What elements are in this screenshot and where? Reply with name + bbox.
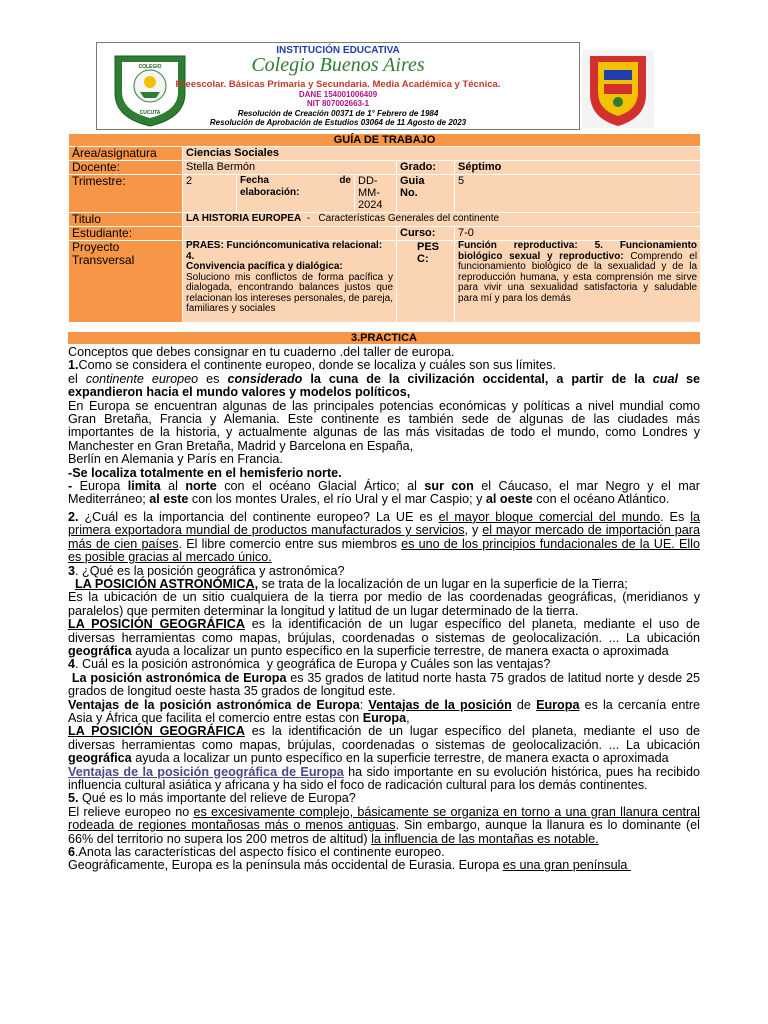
- pesc-label: PES C:: [397, 241, 455, 323]
- dane-code: DANE 154001006409: [298, 90, 378, 99]
- docente-value: Stella Bermón: [183, 161, 397, 175]
- crest-left-bottom-text: CUCUTA: [139, 110, 161, 116]
- estudiante-label: Estudiante:: [69, 227, 183, 241]
- area-label: Área/asignatura: [69, 147, 183, 161]
- practica-heading: 3.PRACTICA: [68, 332, 700, 344]
- city-shield-right: [582, 50, 654, 128]
- approval-resolution: Resolución de Aprobación de Estudios 03064 de 11 Agosto de 2023: [209, 118, 467, 127]
- trimestre-label: Trimestre:: [69, 175, 183, 213]
- titulo-label: Titulo: [69, 213, 183, 227]
- crest-left-top-text: COLEGIO: [138, 64, 162, 70]
- institution-label: INSTITUCIÓN EDUCATIVA: [276, 45, 400, 56]
- curso-label: Curso:: [397, 227, 455, 241]
- docente-label: Docente:: [69, 161, 183, 175]
- titulo-value: LA HISTORIA EUROPEA - Características Generales del continente: [183, 213, 701, 227]
- fecha-label: Fecha de elaboración:: [237, 175, 355, 213]
- pesc-cell: Función reproductiva: 5. Funcionamiento biológico sexual y reproductivo: Comprendo el funcionamiento biológico de la sexualidad y de la reproducción humana, y esta comprensión me sirve para vivir una sexualidad satisfactoria y saludable para mí y para los demás: [455, 241, 701, 323]
- school-name: Colegio Buenos Aires: [251, 54, 425, 76]
- trimestre-value: 2: [183, 175, 237, 213]
- fecha-value: DD- MM- 2024: [355, 175, 397, 213]
- grado-value: Séptimo: [455, 161, 701, 175]
- practice-body: Conceptos que debes consignar en tu cuaderno .del taller de europa. 1.Como se considera el continente europeo, donde se localiza y cuáles son sus límites. el continente europeo es considerado la cuna de la civilización occidental, a partir de la cual se expandieron hacia el mundo valores y modelos políticos, En Europa se encuentran algunas de las principales potencias económicas y políticas a nivel mundial como Gran Bretaña, Francia y Alemania. Este continente es también sede de algunas de las ciudades más importantes de la historia, y actualmente algunas de las más visitadas de todo el mundo, como Londres y Manchester en Gran Bretaña, Madrid y Barcelona en España, Berlín en Alemania y París en Francia. -Se localiza totalmente en el hemisferio norte. - Europa limita al norte con el océano Glacial Ártico; al sur con el Cáucaso, el mar Negro y el mar Mediterráneo; al este con los montes Urales, el río Ural y el mar Caspio; y al oeste con el océano Atlántico. 2. ¿Cuál es la importancia del continente europeo? La UE es el mayor bloque comercial del mundo. Es la primera exportadora mundial de productos manufacturados y servicios, y el mayor mercado de importación para más de cien países. El libre comercio entre sus miembros es uno de los principios fundacionales de la UE. Ello es posible gracias al mercado único. 3. ¿Qué es la posición geográfica y astronómica? LA POSICIÓN ASTRONÓMICA, se trata de la localización de un lugar en la superficie de la Tierra; Es la ubicación de un sitio cualquiera de la tierra por medio de las coordenadas geográficas, (meridianos y paralelos) que permiten determinar la longitud y latitud de un lugar determinado de la tierra. LA POSICIÓN GEOGRÁFICA es la identificación de un lugar específico del planeta, mediante el uso de diversas herramientas como mapas, brújulas, coordenadas o sistemas de geolocalización. ... La ubicación geográfica ayuda a localizar un punto específico en la superficie terrestre, de manera exacta o aproximada 4. Cuál es la posición astronómica y geográfica de Europa y Cuáles son las ventajas? La posición astronómica de Europa es 35 grados de latitud norte hasta 75 grados de latitud norte y desde 25 grados de longitud oeste hasta 35 grados de longitud este. Ventajas de la posición astronómica de Europa: Ventajas de la posición de Europa es la cercanía entre Asia y África que facilita el comercio entre estas con Europa, LA POSICIÓN GEOGRÁFICA es la identificación de un lugar específico del planeta, mediante el uso de diversas herramientas como mapas, brújulas, coordenadas o sistemas de geolocalización. ... La ubicación geográfica ayuda a localizar un punto específico en la superficie terrestre, de manera exacta o aproximada Ventajas de la posición geográfica de Europa ha sido importante en su evolución histórica, pues ha recibido influencia cultural asiática y africana y ha sido el foco de radicación cultural para los demás continentes. 5. Qué es lo más importante del relieve de Europa? El relieve europeo no es excesivamente complejo, básicamente se organiza en torno a una gran llanura central rodeada de regiones montañosas más o menos antiguas. Sin embargo, aunque la llanura es lo dominante (el 66% del territorio no supera los 200 metros de altitud) la influencia de las montañas es notable. 6.Anota las características del aspecto físico el continente europeo. Geográficamente, Europa es la península más occidental de Eurasia. Europa es una gran península: [68, 345, 701, 873]
- school-header: [96, 42, 580, 130]
- curso-value: 7-0: [455, 227, 701, 241]
- proyecto-label: Proyecto Transversal: [69, 241, 183, 323]
- estudiante-value: [183, 227, 397, 241]
- praes-cell: PRAES: Funcióncomunicativa relacional: 4. Convivencia pacífica y dialógica: Soluciono mis conflictos de forma pacífica y dialogada, encontrando balances justos que relacionan los intereses personales, de pareja, familiares y sociales: [183, 241, 397, 323]
- guia-label: Guia No.: [397, 175, 455, 213]
- guide-info-table: [68, 133, 701, 323]
- nit-code: NIT 807002663-1: [306, 99, 370, 108]
- creation-resolution: Resolución de Creación 00371 de 1° Febrero de 1984: [237, 109, 439, 118]
- area-value: Ciencias Sociales: [183, 147, 701, 161]
- education-levels: Preescolar. Básicas Primaria y Secundaria. Media Académica y Técnica.: [175, 79, 501, 90]
- guia-value: 5: [455, 175, 701, 213]
- grado-label: Grado:: [397, 161, 455, 175]
- guide-title: GUÍA DE TRABAJO: [69, 134, 701, 147]
